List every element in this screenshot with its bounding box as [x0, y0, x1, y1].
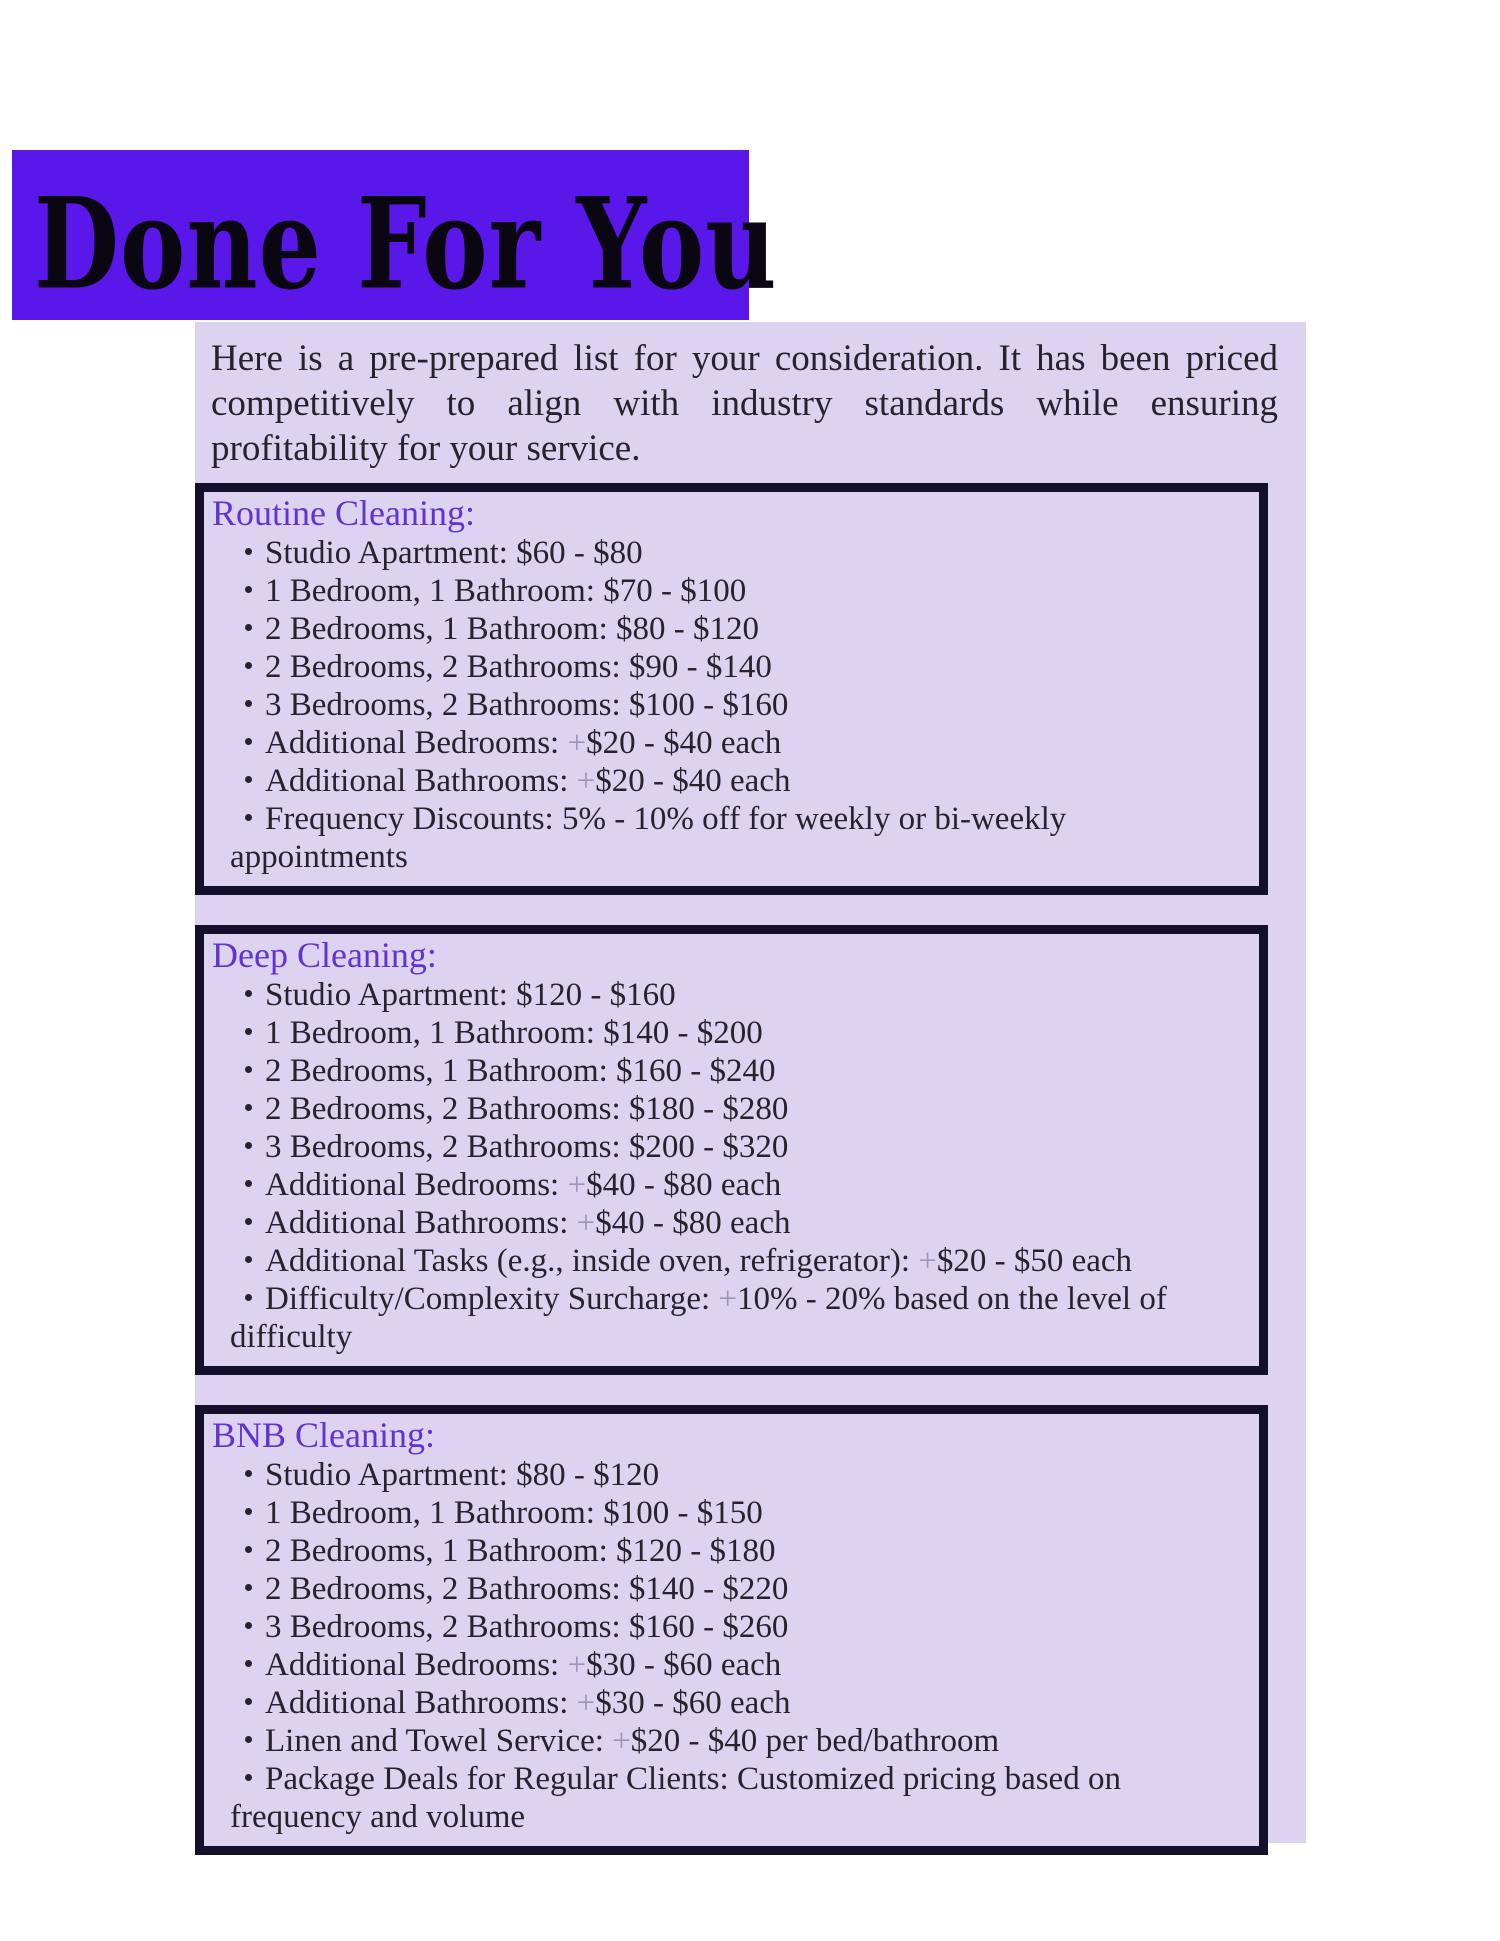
- list-item: Studio Apartment: $80 - $120: [212, 1456, 1247, 1494]
- bullet-icon: [245, 1508, 252, 1515]
- plus-sign: +: [567, 1647, 587, 1683]
- plus-sign: +: [567, 1167, 587, 1203]
- list-item: Additional Tasks (e.g., inside oven, refrigerator): +$20 - $50 each: [212, 1242, 1247, 1280]
- list-item: 1 Bedroom, 1 Bathroom: $70 - $100: [212, 572, 1247, 610]
- bullet-icon: [245, 1142, 252, 1149]
- list-item: Studio Apartment: $120 - $160: [212, 976, 1247, 1014]
- plus-sign: +: [718, 1281, 738, 1317]
- price-list: [212, 976, 1247, 1356]
- list-item: 2 Bedrooms, 1 Bathroom: $160 - $240: [212, 1052, 1247, 1090]
- list-item: Additional Bedrooms: +$20 - $40 each: [212, 724, 1247, 762]
- list-item: 3 Bedrooms, 2 Bathrooms: $160 - $260: [212, 1608, 1247, 1646]
- intro-paragraph: Here is a pre-prepared list for your consideration. It has been priced competitively to align with industry standards while ensuring profitability for your service.: [211, 338, 1278, 469]
- content-panel: [195, 322, 1306, 1843]
- section-heading: Deep Cleaning:: [212, 935, 437, 975]
- list-item: 2 Bedrooms, 2 Bathrooms: $180 - $280: [212, 1090, 1247, 1128]
- page-title: Done For You: [34, 171, 778, 319]
- list-item: Linen and Towel Service: +$20 - $40 per bed/bathroom: [212, 1722, 1247, 1760]
- bullet-icon: [245, 1218, 252, 1225]
- bullet-icon: [245, 1622, 252, 1629]
- plus-sign: +: [576, 763, 596, 799]
- plus-sign: +: [612, 1723, 631, 1759]
- section-bnb-cleaning: [195, 1405, 1268, 1855]
- bullet-icon: [245, 1104, 252, 1111]
- plus-sign: +: [576, 1685, 596, 1721]
- title-banner: [12, 150, 778, 320]
- list-item: Studio Apartment: $60 - $80: [212, 534, 1247, 572]
- list-item: Package Deals for Regular Clients: Customized pricing based on frequency and volume: [230, 1761, 1121, 1835]
- bullet-icon: [245, 700, 252, 707]
- bullet-icon: [245, 1698, 252, 1705]
- list-item: 1 Bedroom, 1 Bathroom: $140 - $200: [212, 1014, 1247, 1052]
- list-item: Additional Bathrooms: +$30 - $60 each: [212, 1684, 1247, 1722]
- plus-sign: +: [576, 1205, 596, 1241]
- list-item: Additional Bathrooms: +$20 - $40 each: [212, 762, 1247, 800]
- list-item: 2 Bedrooms, 1 Bathroom: $80 - $120: [212, 610, 1247, 648]
- list-item: 2 Bedrooms, 2 Bathrooms: $140 - $220: [212, 1570, 1247, 1608]
- bullet-icon: [245, 814, 252, 821]
- list-item: 2 Bedrooms, 2 Bathrooms: $90 - $140: [212, 648, 1247, 686]
- bullet-icon: [245, 990, 252, 997]
- section-heading: Routine Cleaning:: [212, 493, 475, 533]
- section-heading: BNB Cleaning:: [212, 1415, 435, 1455]
- bullet-icon: [245, 738, 252, 745]
- bullet-icon: [245, 548, 252, 555]
- bullet-icon: [245, 1256, 252, 1263]
- section-routine-cleaning: [195, 483, 1268, 895]
- bullet-icon: [245, 662, 252, 669]
- list-item: Additional Bedrooms: +$40 - $80 each: [212, 1166, 1247, 1204]
- list-item: 3 Bedrooms, 2 Bathrooms: $200 - $320: [212, 1128, 1247, 1166]
- list-item: Additional Bathrooms: +$40 - $80 each: [212, 1204, 1247, 1242]
- plus-sign: +: [567, 725, 587, 761]
- bullet-icon: [245, 1736, 252, 1743]
- bullet-icon: [245, 776, 252, 783]
- bullet-icon: [245, 1180, 252, 1187]
- list-item: 3 Bedrooms, 2 Bathrooms: $100 - $160: [212, 686, 1247, 724]
- bullet-icon: [245, 1584, 252, 1591]
- bullet-icon: [245, 1660, 252, 1667]
- list-item: 2 Bedrooms, 1 Bathroom: $120 - $180: [212, 1532, 1247, 1570]
- list-item: Frequency Discounts: 5% - 10% off for weekly or bi-weekly appointments: [230, 801, 1067, 875]
- section-deep-cleaning: [195, 925, 1268, 1375]
- list-item: Additional Bedrooms: +$30 - $60 each: [212, 1646, 1247, 1684]
- bullet-icon: [245, 586, 252, 593]
- list-item: 1 Bedroom, 1 Bathroom: $100 - $150: [212, 1494, 1247, 1532]
- list-item: Difficulty/Complexity Surcharge: +10% - 20% based on the level of difficulty: [230, 1281, 1167, 1355]
- bullet-icon: [245, 1546, 252, 1553]
- price-list: [212, 534, 1247, 876]
- bullet-icon: [245, 624, 252, 631]
- plus-sign: +: [918, 1243, 937, 1279]
- bullet-icon: [245, 1294, 252, 1301]
- bullet-icon: [245, 1066, 252, 1073]
- bullet-icon: [245, 1774, 252, 1781]
- bullet-icon: [245, 1028, 252, 1035]
- price-list: [212, 1456, 1247, 1836]
- bullet-icon: [245, 1470, 252, 1477]
